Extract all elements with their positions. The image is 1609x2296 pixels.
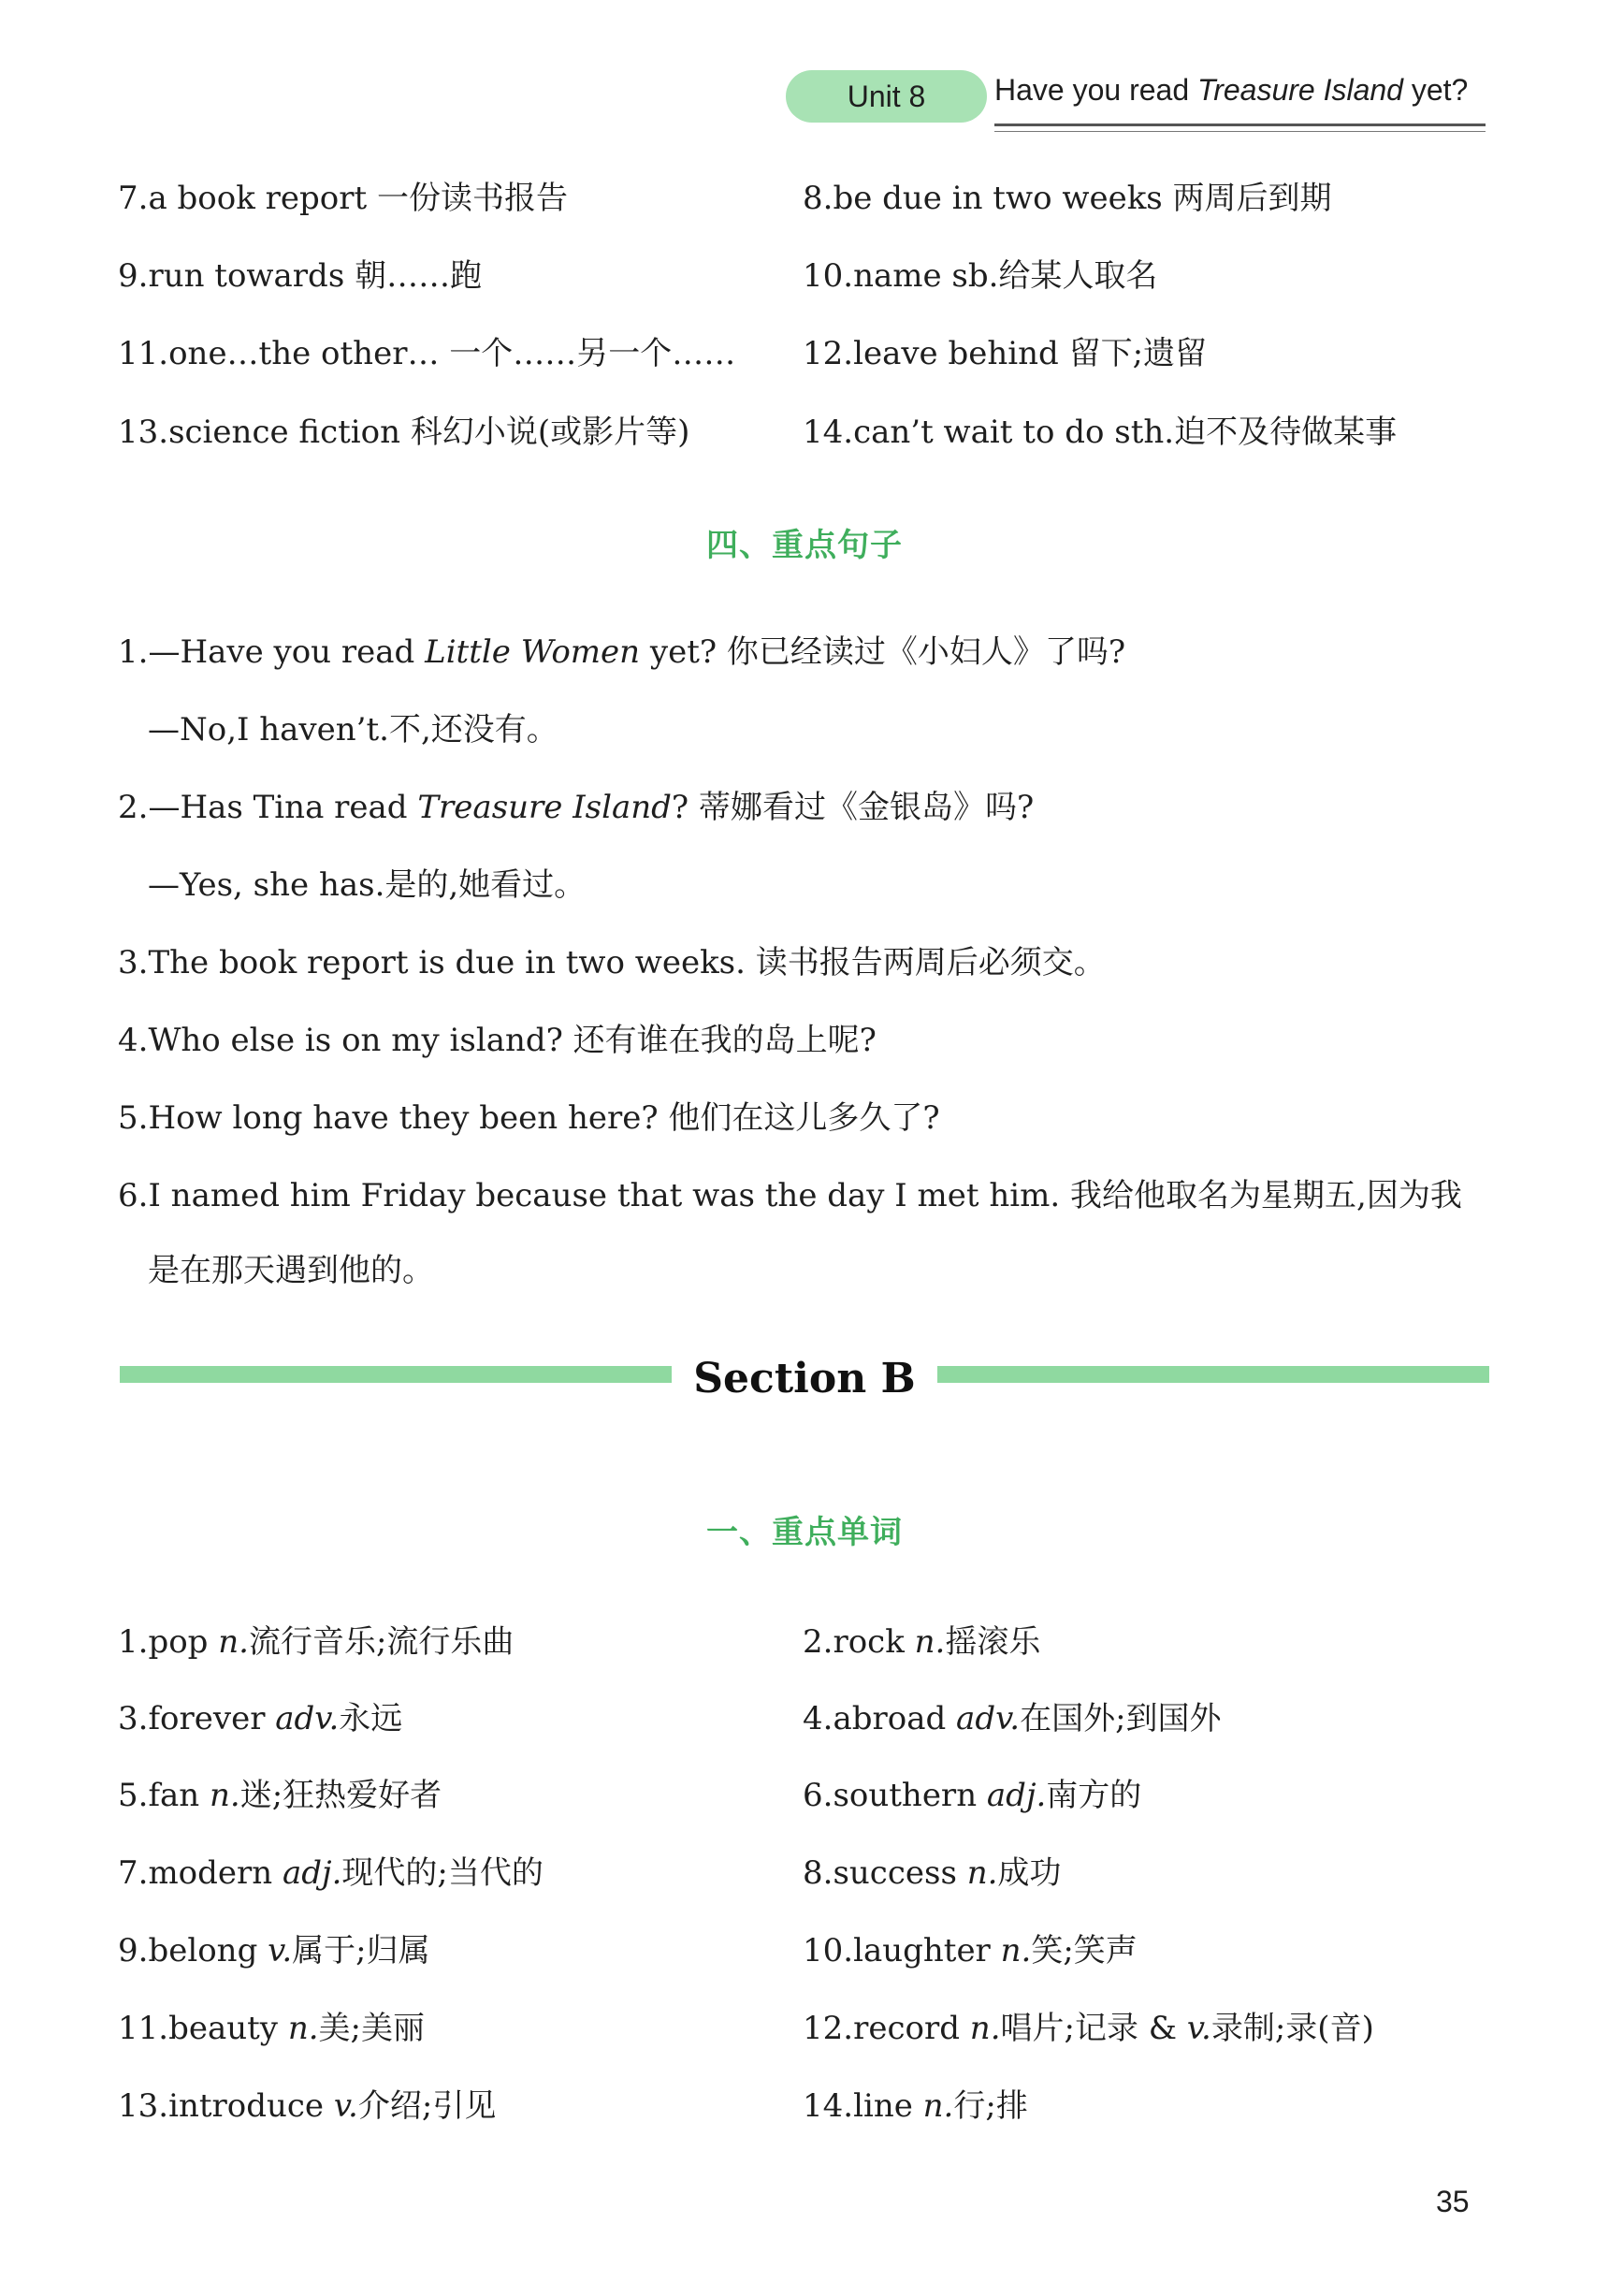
word-item <box>118 1698 402 1739</box>
word: 12.record <box>803 2010 970 2047</box>
phrase-item: 13.science fiction 科幻小说(或影片等) <box>118 414 690 451</box>
definition: 南方的 <box>1046 1777 1142 1814</box>
unit-title-post: yet? <box>1402 73 1469 107</box>
key-sentences-heading: 四、重点句子 <box>706 527 903 564</box>
unit-title <box>994 73 1468 108</box>
phrase-item: 14.can’t wait to do sth.迫不及待做某事 <box>803 414 1398 451</box>
sentence-text: 1.—Have you read <box>118 633 426 671</box>
word-item <box>118 1621 514 1663</box>
definition: 在国外;到国外 <box>1020 1700 1222 1737</box>
definition: 笑;笑声 <box>1031 1932 1138 1969</box>
definition: 录制;录(音) <box>1210 2010 1374 2047</box>
part-of-speech: n. <box>922 2087 954 2125</box>
word-item <box>803 2008 1374 2049</box>
book-title: Treasure Island <box>417 789 672 826</box>
part-of-speech: adv. <box>275 1700 340 1737</box>
definition: 属于;归属 <box>292 1932 430 1969</box>
word-item <box>803 1621 1040 1663</box>
part-of-speech: v. <box>268 1932 293 1969</box>
section-title: Section B <box>693 1355 916 1402</box>
word: 1.pop <box>118 1623 219 1661</box>
word: 7.modern <box>118 1854 283 1892</box>
definition: 迷;狂热爱好者 <box>239 1777 442 1814</box>
word-item <box>118 1930 430 1971</box>
key-words-heading: 一、重点单词 <box>706 1514 903 1551</box>
definition: 唱片;记录 & <box>1000 2010 1187 2047</box>
sentence-item: 4.Who else is on my island? 还有谁在我的岛上呢? <box>118 1022 877 1059</box>
part-of-speech: n. <box>1000 1932 1032 1969</box>
header-rule-thin <box>994 131 1486 132</box>
part-of-speech: n. <box>210 1777 240 1814</box>
word: 3.forever <box>118 1700 276 1737</box>
phrase-item: 10.name sb.给某人取名 <box>803 257 1158 295</box>
sentence-item: —Yes, she has.是的,她看过。 <box>148 866 587 904</box>
phrase-item: 7.a book report 一份读书报告 <box>118 180 568 217</box>
part-of-speech: n. <box>969 2010 1001 2047</box>
sentence-text: ? 蒂娜看过《金银岛》吗? <box>671 789 1035 826</box>
word: 4.abroad <box>803 1700 957 1737</box>
sentence-text: yet? 你已经读过《小妇人》了吗? <box>640 633 1126 671</box>
part-of-speech: n. <box>966 1854 998 1892</box>
part-of-speech: v. <box>1186 2010 1211 2047</box>
part-of-speech: v. <box>333 2087 358 2125</box>
definition: 介绍;引见 <box>357 2087 497 2125</box>
phrase-item: 9.run towards 朝……跑 <box>118 257 483 295</box>
word: 5.fan <box>118 1777 210 1814</box>
word-item <box>803 1853 1061 1894</box>
sentence-item <box>118 632 1125 673</box>
word-item <box>803 1775 1141 1816</box>
word: 10.laughter <box>803 1932 1001 1969</box>
sentence-item: 3.The book report is due in two weeks. 读书报告两周后必须交。 <box>118 944 1106 981</box>
sentence-item: 5.How long have they been here? 他们在这儿多久了? <box>118 1099 940 1137</box>
definition: 美;美丽 <box>318 2010 425 2047</box>
word: 9.belong <box>118 1932 268 1969</box>
sentence-item: —No,I haven’t.不,还没有。 <box>148 711 558 748</box>
unit-title-book: Treasure Island <box>1197 73 1403 107</box>
book-title: Little Women <box>425 633 641 671</box>
part-of-speech: adj. <box>283 1854 342 1892</box>
definition: 流行音乐;流行乐曲 <box>248 1623 515 1661</box>
definition: 摇滚乐 <box>945 1623 1041 1661</box>
word-item <box>118 1775 442 1816</box>
word: 14.line <box>803 2087 923 2125</box>
word: 8.success <box>803 1854 967 1892</box>
header-rule <box>994 124 1486 126</box>
definition: 行;排 <box>953 2087 1028 2125</box>
sentence-item <box>118 787 1034 828</box>
sentence-item: 6.I named him Friday because that was the day I met him. 我给他取名为星期五,因为我 <box>118 1177 1462 1214</box>
word: 13.introduce <box>118 2087 334 2125</box>
sentence-item: 是在那天遇到他的。 <box>148 1252 434 1289</box>
word-item <box>118 2008 425 2049</box>
definition: 现代的;当代的 <box>341 1854 544 1892</box>
part-of-speech: n. <box>287 2010 319 2047</box>
sentence-text: 2.—Has Tina read <box>118 789 418 826</box>
word: 6.southern <box>803 1777 987 1814</box>
word-item <box>118 1853 544 1894</box>
word: 2.rock <box>803 1623 915 1661</box>
phrase-item: 12.leave behind 留下;遗留 <box>803 335 1208 372</box>
word-item <box>118 2085 496 2127</box>
unit-badge <box>786 70 987 123</box>
word-item <box>803 1930 1138 1971</box>
definition: 永远 <box>339 1700 403 1737</box>
part-of-speech: adj. <box>986 1777 1047 1814</box>
unit-label: Unit 8 <box>847 79 926 113</box>
page-number: 35 <box>1436 2185 1470 2218</box>
part-of-speech: adv. <box>956 1700 1021 1737</box>
phrase-item: 11.one…the other… 一个……另一个…… <box>118 335 736 372</box>
word-item <box>803 1698 1222 1739</box>
part-of-speech: n. <box>914 1623 946 1661</box>
word-item <box>803 2085 1028 2127</box>
phrase-item: 8.be due in two weeks 两周后到期 <box>803 180 1332 217</box>
unit-title-pre: Have you read <box>994 73 1198 107</box>
definition: 成功 <box>997 1854 1062 1892</box>
part-of-speech: n. <box>218 1623 249 1661</box>
word: 11.beauty <box>118 2010 288 2047</box>
